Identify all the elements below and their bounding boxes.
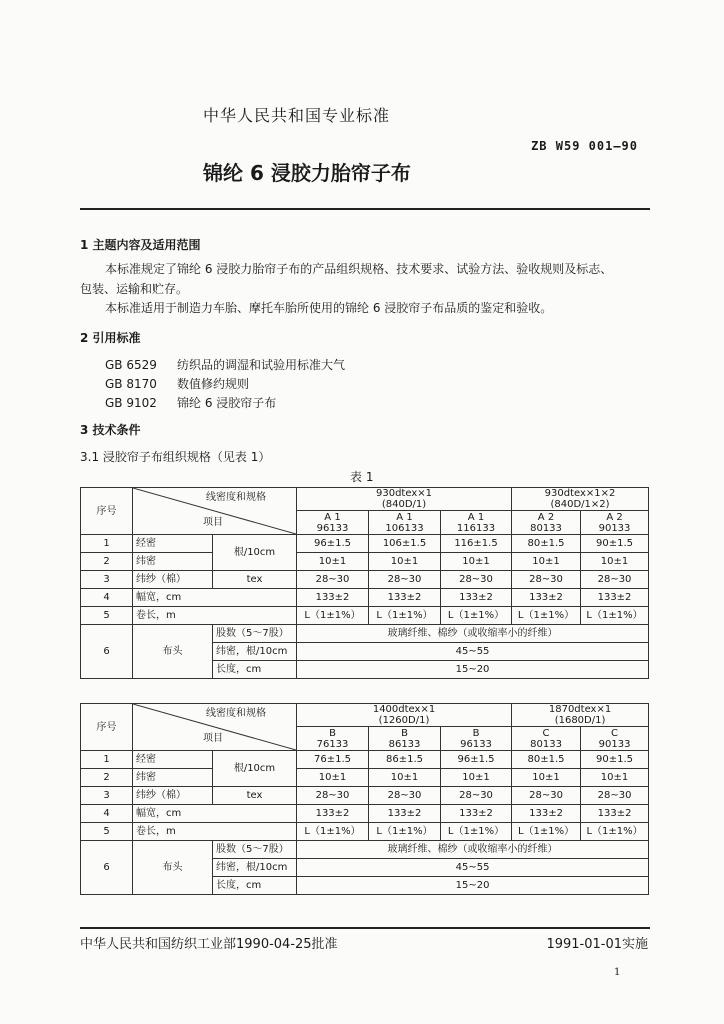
group-c: 1870dtex×1 (1680D/1)	[512, 704, 649, 727]
table-cell: 长度，cm	[213, 877, 297, 895]
table-cell: 股数（5～7股）	[213, 841, 297, 859]
table-row	[81, 625, 649, 643]
table-cell: 2	[81, 769, 133, 787]
table-cell: 28~30	[297, 571, 369, 589]
table-cell: 1	[81, 751, 133, 769]
table-cell: L（1±1%）	[441, 823, 512, 841]
table-cell: 45~55	[297, 859, 649, 877]
approval-note: 中华人民共和国纺织工业部1990-04-25批准	[80, 937, 338, 952]
table-cell: 经密	[133, 751, 213, 769]
table-cell: tex	[213, 571, 297, 589]
reference-item: GB 6529 纺织品的调湿和试验用标准大气	[105, 358, 346, 372]
table-cell: 经密	[133, 535, 213, 553]
table-cell: L（1±1%）	[581, 823, 649, 841]
header-item: 项目	[203, 517, 223, 528]
standard-code: ZB W59 001—90	[531, 139, 638, 153]
table-cell: 纬密	[133, 553, 213, 571]
table-row	[81, 589, 649, 607]
table-row	[81, 535, 649, 553]
table-cell: 133±2	[441, 589, 512, 607]
table-cell: 卷长，m	[133, 823, 297, 841]
table-row	[81, 751, 649, 769]
table-cell: 10±1	[297, 553, 369, 571]
effective-date: 1991-01-01实施	[546, 937, 648, 952]
table-cell: 布头	[133, 625, 213, 679]
col-spec: B 76133	[297, 727, 369, 751]
table-cell: 28~30	[512, 787, 581, 805]
table-cell: 纬纱（棉）	[133, 787, 213, 805]
table-caption: 表 1	[350, 470, 374, 484]
table-cell: 3	[81, 571, 133, 589]
table-cell: 86±1.5	[369, 751, 441, 769]
table-cell: 股数（5～7股）	[213, 625, 297, 643]
page-number: 1	[614, 967, 621, 978]
table-cell: 10±1	[441, 769, 512, 787]
issuing-body: 中华人民共和国专业标准	[203, 106, 391, 125]
col-spec: A 1 106133	[369, 511, 441, 535]
header-rule	[80, 208, 650, 210]
table-cell: 90±1.5	[581, 751, 649, 769]
section-1-title: 1 主题内容及适用范围	[80, 238, 201, 252]
table-cell: 幅宽，cm	[133, 589, 297, 607]
table-row	[81, 787, 649, 805]
col-spec: A 2 80133	[512, 511, 581, 535]
table-cell: 28~30	[441, 787, 512, 805]
table-cell: 10±1	[512, 769, 581, 787]
table-cell: 5	[81, 823, 133, 841]
table-cell: L（1±1%）	[297, 823, 369, 841]
table-cell: 6	[81, 841, 133, 895]
reference-item: GB 9102 锦纶 6 浸胶帘子布	[105, 396, 277, 410]
section-1-para-1-cont: 包装、运输和贮存。	[80, 282, 189, 296]
table-cell: 133±2	[441, 805, 512, 823]
header-seq: 序号	[81, 488, 133, 535]
table-row	[81, 571, 649, 589]
table-cell: L（1±1%）	[512, 823, 581, 841]
table-cell: 纬密，根/10cm	[213, 859, 297, 877]
table-cell: 4	[81, 589, 133, 607]
section-3-title: 3 技术条件	[80, 423, 141, 437]
header-diagonal	[133, 488, 297, 535]
header-spec: 线密度和规格	[206, 708, 266, 719]
table-cell: 15~20	[297, 661, 649, 679]
table-cell: 纬密	[133, 769, 213, 787]
header-item: 项目	[203, 733, 223, 744]
table-cell: 28~30	[581, 787, 649, 805]
table-row	[81, 769, 649, 787]
table-cell: 96±1.5	[297, 535, 369, 553]
table-cell: 卷长，m	[133, 607, 297, 625]
table-cell: L（1±1%）	[441, 607, 512, 625]
table-cell: 5	[81, 607, 133, 625]
section-1-para-1: 本标准规定了锦纶 6 浸胶力胎帘子布的产品组织规格、技术要求、试验方法、验收规则及标志、	[105, 262, 613, 276]
header-diagonal	[133, 704, 297, 751]
col-spec: A 1 96133	[297, 511, 369, 535]
table-cell: tex	[213, 787, 297, 805]
table-cell: 80±1.5	[512, 535, 581, 553]
table-cell: 纬纱（棉）	[133, 571, 213, 589]
table-cell: 45~55	[297, 643, 649, 661]
table-cell: 133±2	[512, 805, 581, 823]
table-row	[81, 553, 649, 571]
group-b: 1400dtex×1 (1260D/1)	[297, 704, 512, 727]
table-cell: 4	[81, 805, 133, 823]
table-cell: 90±1.5	[581, 535, 649, 553]
section-3-1-title: 3.1 浸胶帘子布组织规格（见表 1）	[80, 450, 271, 464]
table-cell: 1	[81, 535, 133, 553]
col-spec: B 86133	[369, 727, 441, 751]
col-spec: A 2 90133	[581, 511, 649, 535]
table-cell: 133±2	[369, 589, 441, 607]
table-cell: 纬密，根/10cm	[213, 643, 297, 661]
table-cell: 10±1	[441, 553, 512, 571]
table-cell: 10±1	[369, 553, 441, 571]
table-cell: 10±1	[581, 769, 649, 787]
table-row	[81, 607, 649, 625]
table-1-upper	[80, 487, 649, 679]
table-cell: 133±2	[297, 805, 369, 823]
table-cell: 116±1.5	[441, 535, 512, 553]
table-cell: 28~30	[369, 571, 441, 589]
table-cell: 2	[81, 553, 133, 571]
table-cell: 玻璃纤维、棉纱（或收缩率小的纤维）	[297, 625, 649, 643]
table-cell: 96±1.5	[441, 751, 512, 769]
table-cell: 10±1	[369, 769, 441, 787]
col-spec: C 80133	[512, 727, 581, 751]
table-cell: L（1±1%）	[297, 607, 369, 625]
table-cell: 10±1	[297, 769, 369, 787]
table-cell: 133±2	[369, 805, 441, 823]
section-2-title: 2 引用标准	[80, 331, 141, 345]
table-cell: 28~30	[441, 571, 512, 589]
group-a1: 930dtex×1 (840D/1)	[297, 488, 512, 511]
col-spec: A 1 116133	[441, 511, 512, 535]
section-1-para-2: 本标准适用于制造力车胎、摩托车胎所使用的锦纶 6 浸胶帘子布品质的鉴定和验收。	[105, 301, 553, 315]
table-cell: 幅宽，cm	[133, 805, 297, 823]
table-cell: 133±2	[581, 589, 649, 607]
group-a2: 930dtex×1×2 (840D/1×2)	[512, 488, 649, 511]
table-cell: 玻璃纤维、棉纱（或收缩率小的纤维）	[297, 841, 649, 859]
reference-item: GB 8170 数值修约规则	[105, 377, 250, 391]
table-row	[81, 823, 649, 841]
table-cell: 76±1.5	[297, 751, 369, 769]
table-cell: 长度，cm	[213, 661, 297, 679]
table-cell: 133±2	[512, 589, 581, 607]
table-cell: 布头	[133, 841, 213, 895]
table-cell: 6	[81, 625, 133, 679]
table-cell: 28~30	[512, 571, 581, 589]
table-cell: L（1±1%）	[581, 607, 649, 625]
table-cell: 80±1.5	[512, 751, 581, 769]
table-cell: L（1±1%）	[369, 607, 441, 625]
table-cell: 28~30	[581, 571, 649, 589]
unit-cell: 根/10cm	[213, 751, 297, 787]
table-cell: 133±2	[581, 805, 649, 823]
table-cell: 106±1.5	[369, 535, 441, 553]
header-spec: 线密度和规格	[206, 492, 266, 503]
footer-rule	[80, 927, 650, 929]
col-spec: C 90133	[581, 727, 649, 751]
document-title: 锦纶 6 浸胶力胎帘子布	[203, 161, 411, 185]
table-cell: L（1±1%）	[369, 823, 441, 841]
unit-cell: 根/10cm	[213, 535, 297, 571]
table-cell: 15~20	[297, 877, 649, 895]
table-cell: 3	[81, 787, 133, 805]
table-row	[81, 841, 649, 859]
table-row	[81, 805, 649, 823]
table-cell: 133±2	[297, 589, 369, 607]
table-1-lower	[80, 703, 649, 895]
table-cell: 10±1	[581, 553, 649, 571]
table-cell: 28~30	[369, 787, 441, 805]
table-cell: L（1±1%）	[512, 607, 581, 625]
col-spec: B 96133	[441, 727, 512, 751]
header-seq: 序号	[81, 704, 133, 751]
table-cell: 10±1	[512, 553, 581, 571]
table-cell: 28~30	[297, 787, 369, 805]
